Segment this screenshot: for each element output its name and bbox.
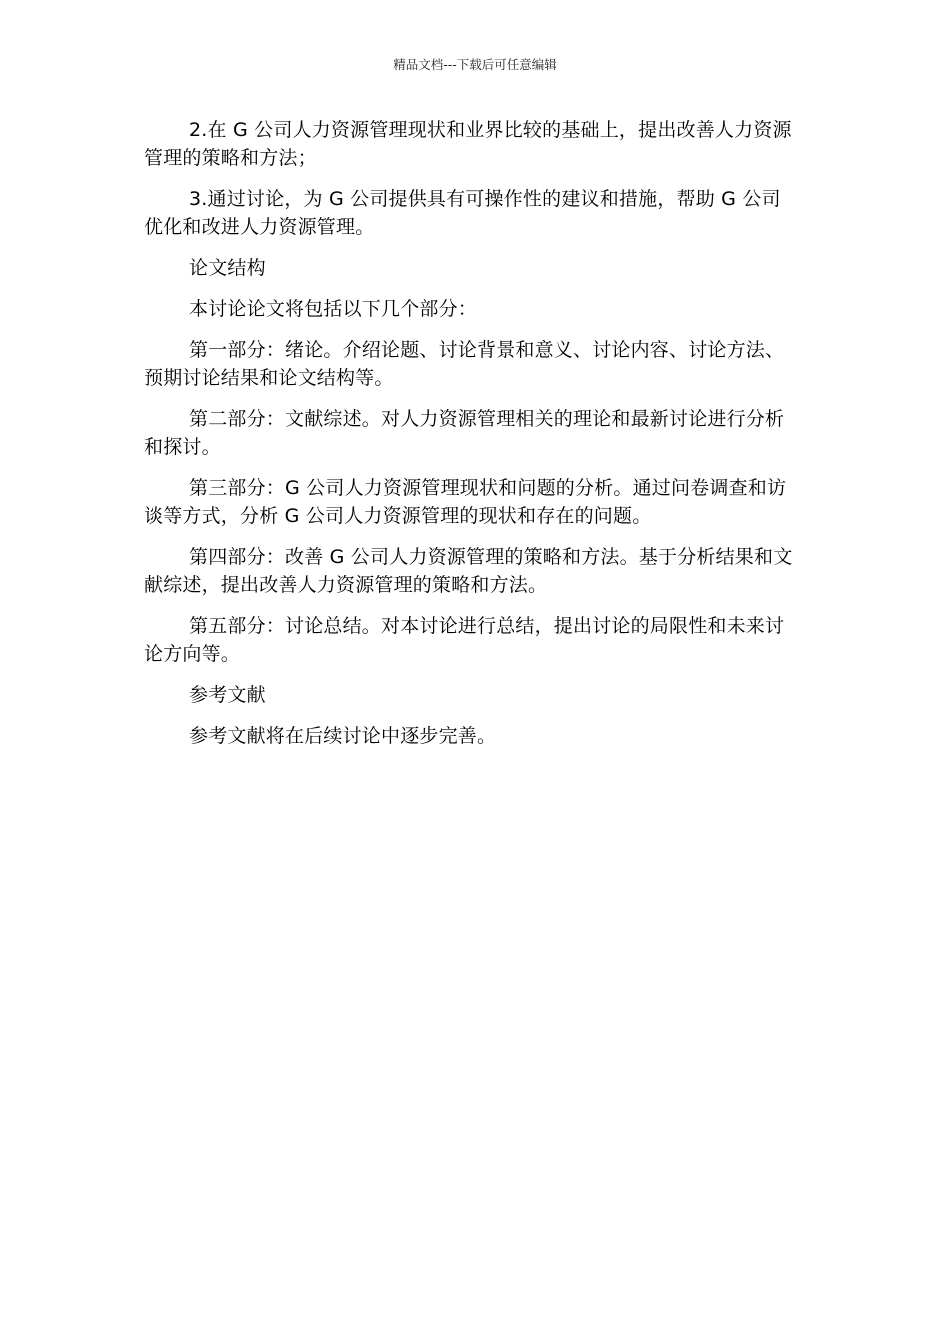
section-heading-structure: 论文结构 bbox=[189, 257, 266, 279]
paragraph-objective-3: 3.通过讨论，为 G 公司提供具有可操作性的建议和措施，帮助 G 公司优化和改进人力资源管理。 bbox=[144, 188, 781, 238]
page-header: 精品文档---下载后可任意编辑 bbox=[393, 57, 557, 72]
paragraph-part-5: 第五部分：讨论总结。对本讨论进行总结，提出讨论的局限性和未来讨论方向等。 bbox=[144, 615, 785, 665]
paragraph-references-note: 参考文献将在后续讨论中逐步完善。 bbox=[189, 725, 497, 747]
paragraph-structure-intro: 本讨论论文将包括以下几个部分： bbox=[189, 298, 478, 320]
section-heading-references: 参考文献 bbox=[189, 684, 266, 706]
paragraph-objective-2: 2.在 G 公司人力资源管理现状和业界比较的基础上，提出改善人力资源管理的策略和方法； bbox=[144, 119, 792, 169]
document-body bbox=[144, 116, 798, 763]
paragraph-part-4: 第四部分：改善 G 公司人力资源管理的策略和方法。基于分析结果和文献综述，提出改善人力资源管理的策略和方法。 bbox=[144, 546, 793, 596]
paragraph-part-1: 第一部分：绪论。介绍论题、讨论背景和意义、讨论内容、讨论方法、预期讨论结果和论文结构等。 bbox=[144, 339, 785, 389]
paragraph-part-2: 第二部分：文献综述。对人力资源管理相关的理论和最新讨论进行分析和探讨。 bbox=[144, 408, 785, 458]
paragraph-part-3: 第三部分：G 公司人力资源管理现状和问题的分析。通过问卷调查和访谈等方式，分析 G 公司人力资源管理的现状和存在的问题。 bbox=[144, 477, 787, 527]
